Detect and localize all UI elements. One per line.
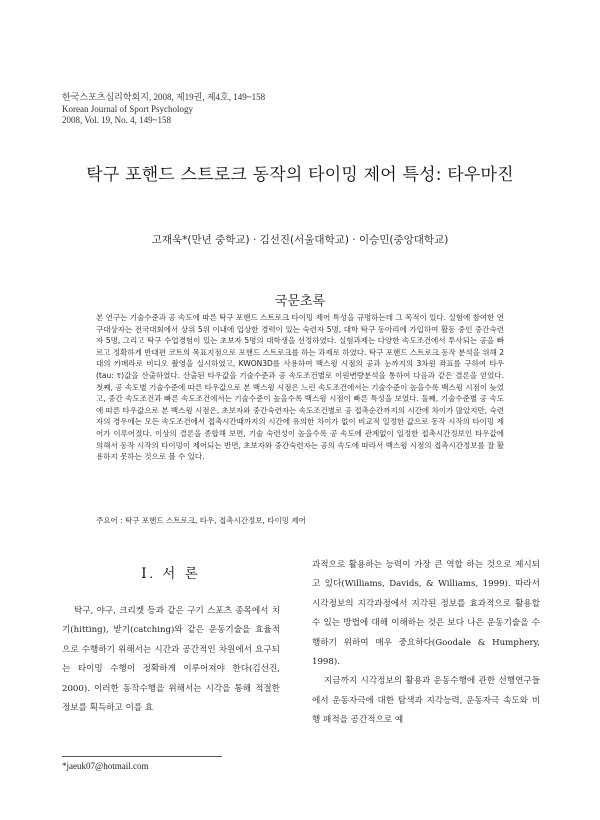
footnote-email: *jaeuk07@hotmail.com: [62, 761, 149, 771]
left-column: [62, 602, 280, 718]
journal-line-english: Korean Journal of Sport Psychology: [62, 103, 193, 114]
intro-paragraph-1: 탁구, 야구, 크리켓 등과 같은 구기 스포츠 종목에서 치기(hitting), 받기(catching)와 같은 운동기술을 효율적으로 수행하기 위해서는 시간과 공간적인 차원에서 요구되는 타이밍 수행이 정확하게 이루어져야 한다(김선진, 2000). 이러한 동작수행을 위해서는 시각을 통해 적절한 정보를 획득하고 이를 효: [62, 606, 280, 714]
intro-paragraph-2: 지금까지 시각정보의 활용과 운동수행에 관한 선행연구들에서 운동자극에 대한 탐색과 지각능력, 운동자극 속도와 비행 패적을 공간적으로 예: [312, 676, 540, 726]
section-heading-introduction: Ⅰ. 서 론: [141, 566, 201, 581]
author-list: 고재욱*(만년 중학교) · 김선진(서울대학교) · 이승민(중앙대학교): [151, 234, 449, 246]
journal-line-volume: 2008, Vol. 19, No. 4, 149~158: [62, 115, 172, 125]
journal-line-korean: 한국스포츠심리학회지, 2008, 제19권, 제4호, 149~158: [62, 92, 266, 102]
abstract-body: 본 연구는 기술수준과 공 속도에 따른 탁구 포핸드 스트로크 타이밍 제어 특성을 규명하는데 그 목적이 있다. 실험에 참여한 연구대상자는 전국대회에서 상위 5위 이내에 입상한 경력이 있는 숙련자 5명, 대학 탁구 동아리에 가입하여 활동 중인 중간숙련자 5명, 그리고 탁구 수업경험이 있는 초보자 5명의 대학생을 선정하였다. 실험과제는 다양한 속도조건에서 투사되는 공을 빠르고 정확하게 반대편 코트의 목표지점으로 포핸드 스트로크를 하는 과제로 하였다. 탁구 포핸드 스트로크 동작 분석을 위해 2대의 카메라로 비디오 촬영을 실시하였고, KWON3D를 사용하여 백스윙 시점의 공과 눈까지의 3차원 좌표를 구하여 타우(tau: τ)값을 산출하였다. 산출된 타우값을 기술수준과 공 속도조건별로 이원변량분석을 통하여 다음과 같은 결론을 얻었다. 첫째, 공 속도별 기술수준에 따른 타우값으로 본 백스윙 시점은 느린 속도조건에서는 기술수준이 높을수록 백스윙 시점이 늦었고, 중간 속도조건과 빠른 속도조건에서는 기술수준이 높을수록 백스윙 시점이 빠른 특성을 보였다. 둘째, 기술수준별 공 속도에 따른 타우값으로 본 백스윙 시점은, 초보자와 중간숙련자는 속도조건별로 공 접촉순간까지의 시간에 차이가 많았지만, 숙련자의 경우에는 모든 속도조건에서 접촉시간때까지의 시간에 유의한 차이가 없이 비교적 일정한 값으로 동작 시작의 타이밍 제어가 이루어졌다. 이상의 결론을 종합해 보면, 기술 숙련성이 높을수록 공 속도에 관계없이 일정한 접촉시간정보인 타우값에 의해서 동작 시작의 타이밍이 제어되는 반면, 초보자와 중간숙련자는 공의 속도에 따라서 백스윙 시점의 접촉시간정보를 잘 활용하지 못하는 것으로 볼 수 있다.: [96, 313, 504, 462]
paper-title: 탁구 포핸드 스트로크 동작의 타이밍 제어 특성: 타우마진: [86, 165, 514, 185]
abstract-heading: 국문초록: [274, 294, 326, 309]
right-column: [312, 556, 540, 731]
journal-citation: [62, 92, 265, 127]
keywords: 주요어 : 탁구 포핸드 스트로크, 타우, 접촉시간정보, 타이밍 제어: [96, 516, 306, 525]
footnote-divider: [62, 756, 222, 757]
intro-paragraph-1-continued: 과적으로 활용하는 능력이 가장 큰 역할 하는 것으로 제시되고 있다(Williams, Davids, & Williams, 1999). 따라서 시각정보의 지각과정에서 지각된 정보를 효과적으로 활용할 수 있는 방법에 대해 이해하는 것은 보다 나은 운동기술을 수행하기 위하여 매우 중요하다(Goodale & Humphery, 1998).: [312, 560, 540, 668]
